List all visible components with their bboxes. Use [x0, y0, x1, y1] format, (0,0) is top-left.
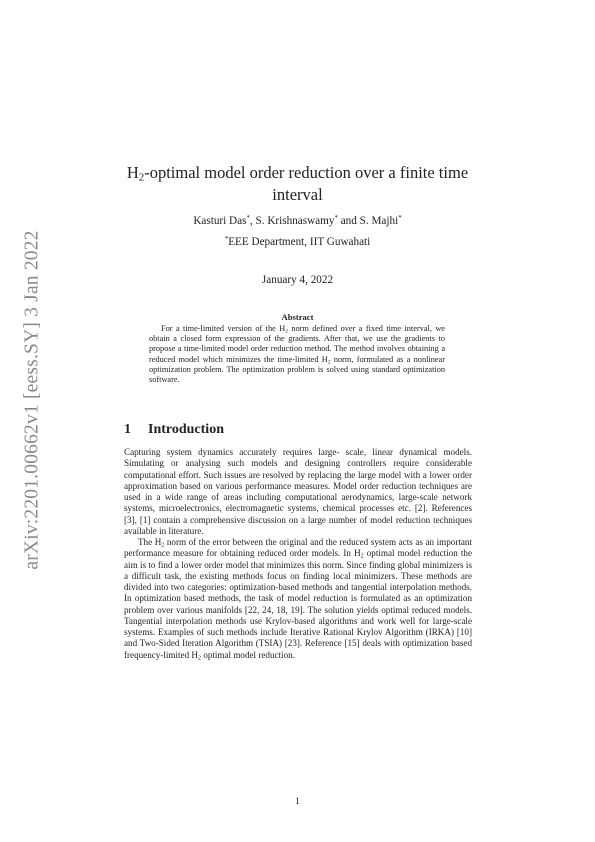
- paragraph: The $H_2$ norm of the error between the original and the reduced system acts as an important performance measure for obtaining reduced order models. In $H_2$ optimal model reduction the aim is to find a lower order model that minimizes this norm. Since finding global minimizers is a difficult task, the existing methods focus on finding local minimizers. These methods are divided into two categories: optimization-based methods and tangential interpolation methods. In optimization based methods, the task of model reduction is formulated as an optimization problem over various manifolds [22, 24, 18, 19]. The solution yields optimal reduced models. Tangential interpolation methods use Krylov-based algorithms and work well for large-scale systems. Examples of such methods include Iterative Rational Krylov Algorithm (IRKA) [10] and Two-Sided Iteration Algorithm (TSIA) [23]. Reference [15] deals with optimization based frequency-limited $H_2$ optimal model reduction.: [124, 537, 473, 661]
- paper-title: $H_2$-optimal model order reduction over a finite time interval: [126, 163, 469, 204]
- author-name: S. Krishnaswamy: [255, 215, 335, 227]
- paragraph: Capturing system dynamics accurately requires large- scale, linear dynamical models. Simulating or analysing such models and designing controllers require considerable computational effort. Such issues are resolved by replacing the large model with a lower order approximation based on various performance measures. Model order reduction techniques are used in a wide range of areas including computational aerodynamics, large-scale network systems, microelectronics, electromagnetic systems, chemical processes etc. [2]. References [3], [1] contain a comprehensive discussion on a large number of model reduction techniques available in literature.: [124, 447, 472, 536]
- abstract-text: For a time-limited version of the $H_2$ norm defined over a fixed time interval, we obtain a closed form expression of the gradients. After that, we use the gradients to propose a time-limited model order reduction method. The method involves obtaining a reduced model which minimizes the time-limited $H_2$ norm, formulated as a nonlinear optimization problem. The optimization problem is solved using standard optimization software.: [149, 324, 445, 385]
- section-number: 1: [124, 422, 131, 437]
- author-name: S. Majhi: [359, 215, 399, 227]
- section-title: Introduction: [148, 422, 224, 437]
- publication-date: January 4, 2022: [261, 274, 334, 286]
- introduction-body: [124, 447, 472, 661]
- author-list: Kasturi Das*, S. Krishnaswamy* and S. Majhi*: [193, 214, 402, 227]
- author-name: Kasturi Das: [193, 215, 247, 227]
- affiliation: *EEE Department, IIT Guwahati: [224, 235, 371, 248]
- abstract-heading: Abstract: [281, 312, 314, 322]
- section-heading-introduction: [124, 422, 472, 438]
- arxiv-side-stamp: [16, 210, 50, 590]
- arxiv-identifier: arXiv:2201.00662v1 [eess.SY] 3 Jan 2022: [22, 230, 44, 570]
- page-number: 1: [295, 797, 300, 807]
